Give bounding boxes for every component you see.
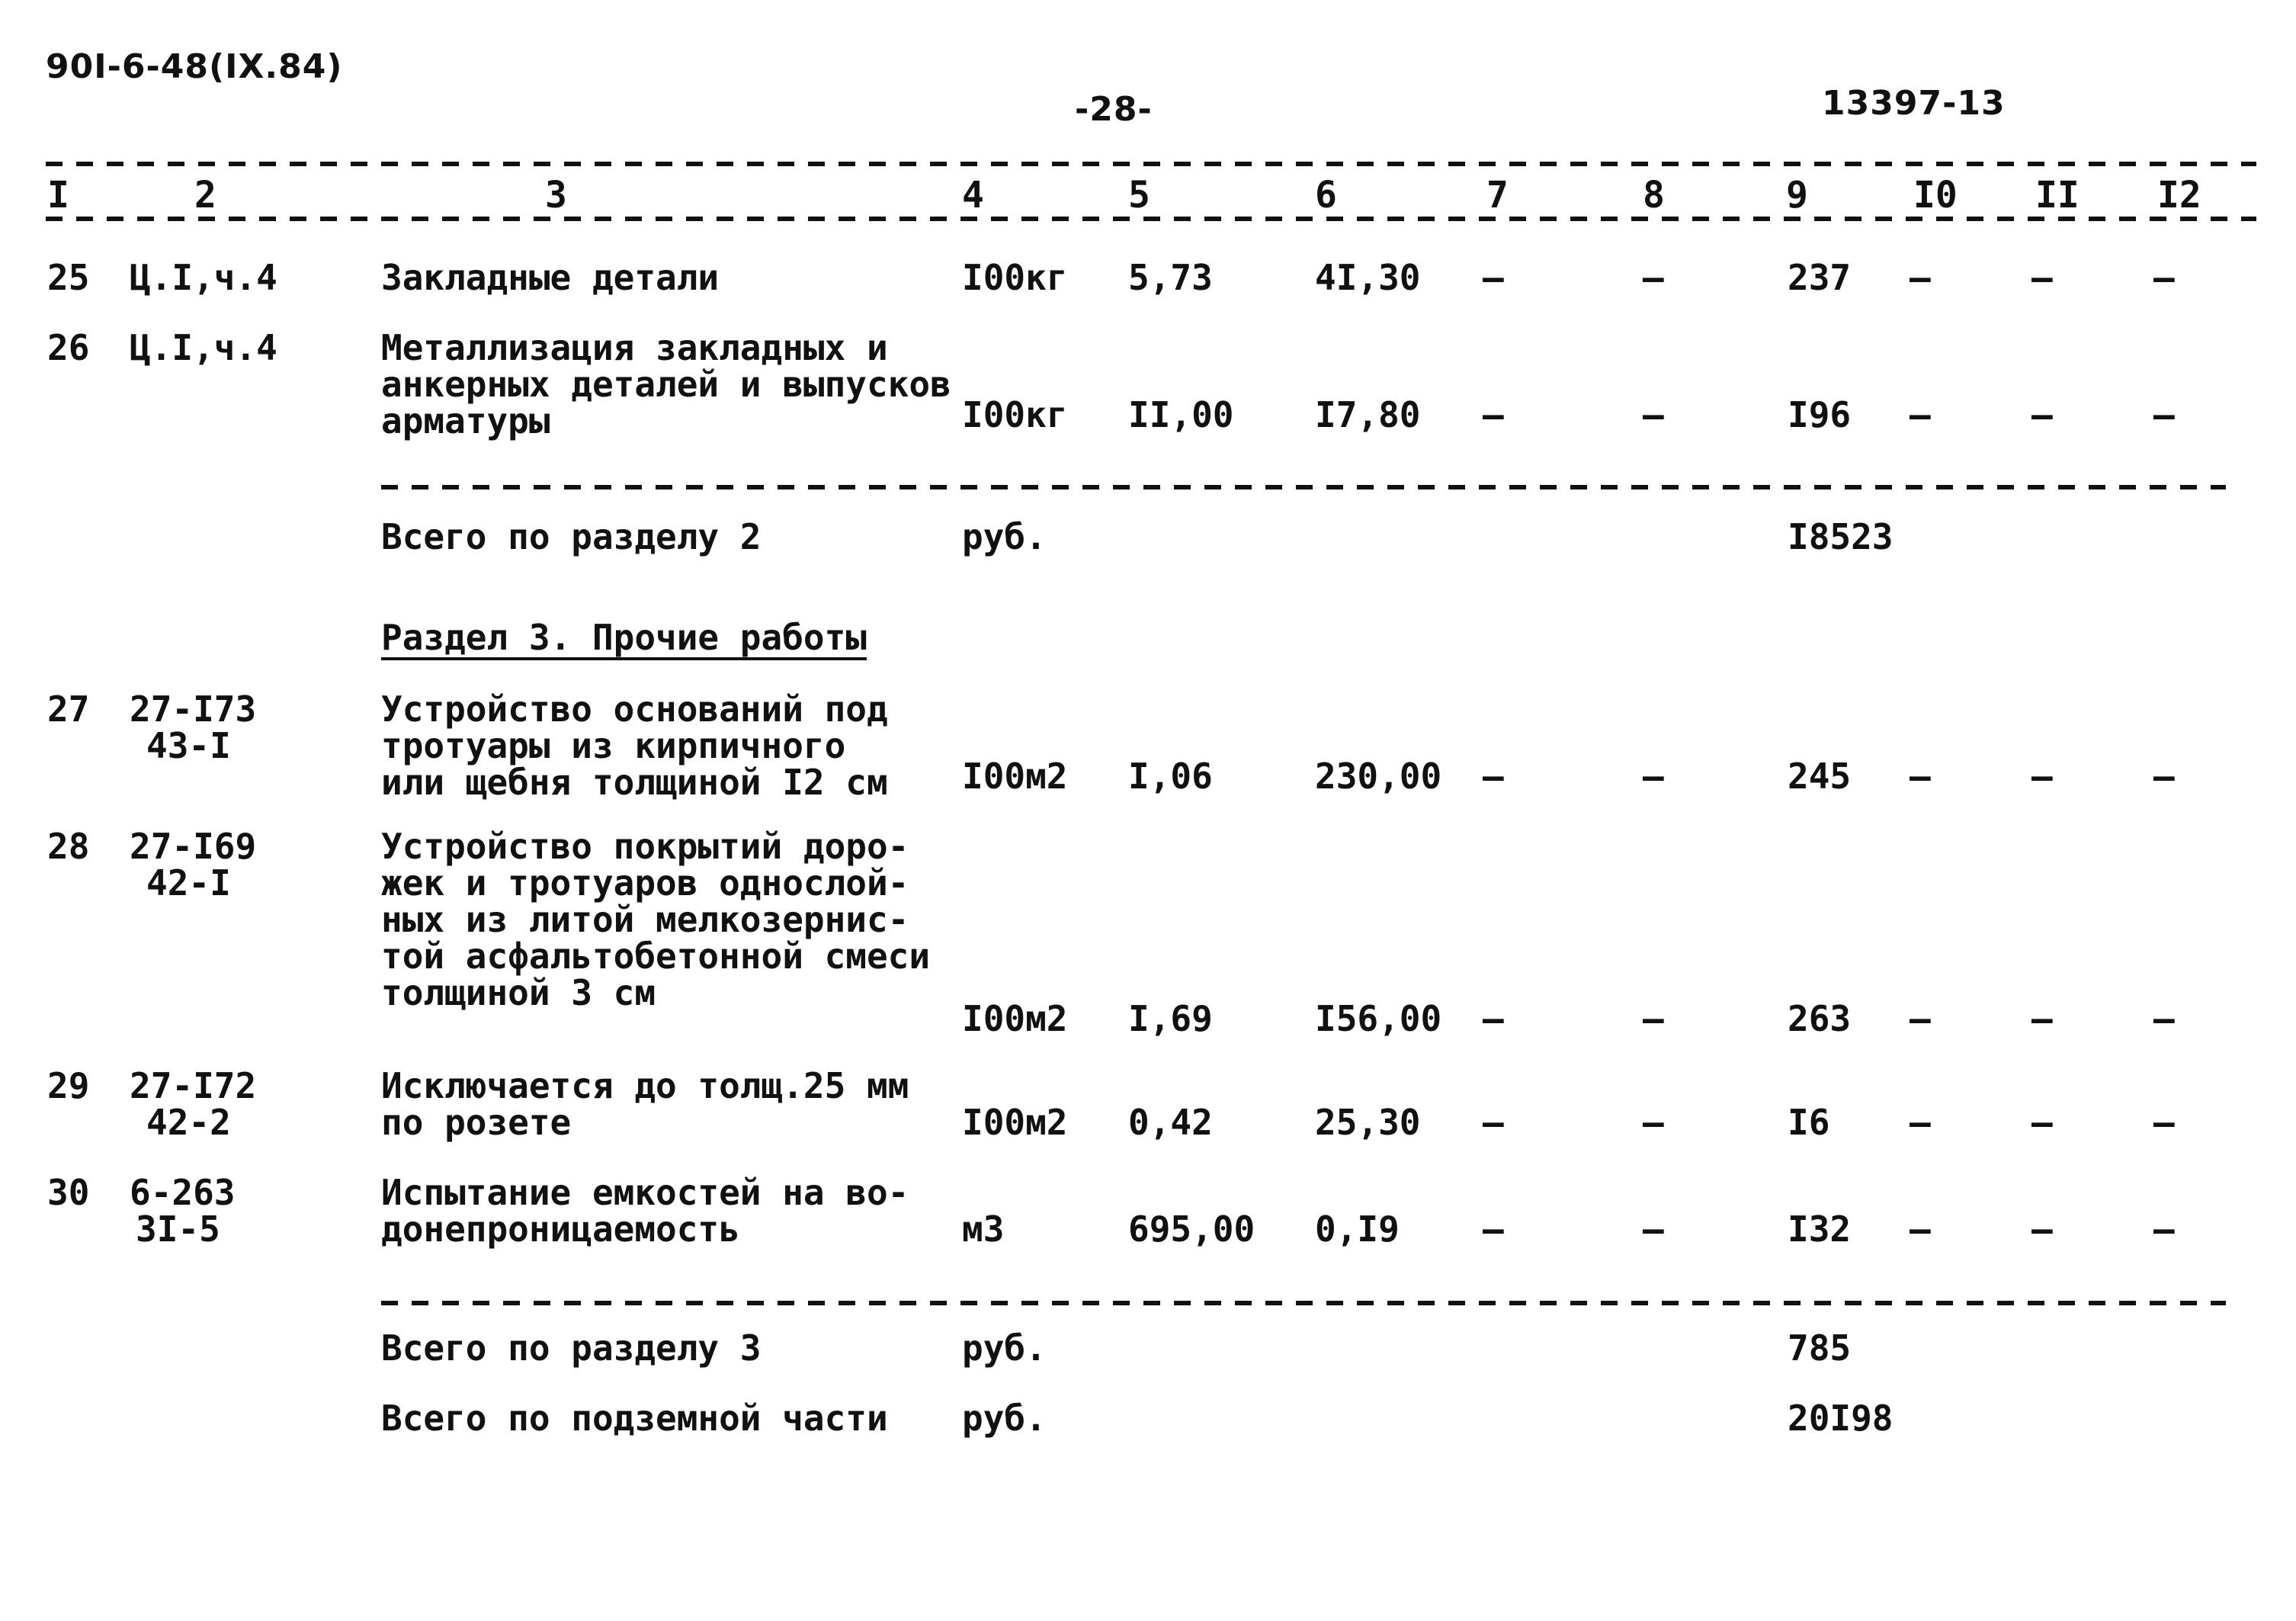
row-total: I32 bbox=[1788, 1209, 1852, 1250]
total-unit: руб. bbox=[962, 516, 1047, 557]
row-col12: – bbox=[2153, 1102, 2175, 1143]
column-header: I0 bbox=[1913, 174, 1958, 217]
total-unit: руб. bbox=[962, 1398, 1047, 1439]
row-col8: – bbox=[1643, 1209, 1664, 1250]
row-description: Устройство покрытий доро- жек и тротуаров однослой- ных из литой мелкозернис- той асфальтобетонной смеси толщиной 3 см bbox=[381, 826, 931, 1013]
total-label: Всего по разделу 3 bbox=[381, 1327, 762, 1369]
row-col8: – bbox=[1643, 756, 1664, 797]
total-label: Всего по подземной части bbox=[381, 1398, 888, 1439]
row-unit: I00м2 bbox=[962, 756, 1068, 797]
row-col10: – bbox=[1910, 756, 1931, 797]
row-col10: – bbox=[1910, 998, 1931, 1039]
total-value: 785 bbox=[1788, 1327, 1852, 1369]
row-col7: – bbox=[1483, 1209, 1504, 1250]
row-price: 4I,30 bbox=[1315, 257, 1421, 298]
column-header: 7 bbox=[1486, 174, 1509, 217]
row-price: I7,80 bbox=[1315, 394, 1421, 435]
row-total: 245 bbox=[1788, 756, 1852, 797]
row-total: 263 bbox=[1788, 998, 1852, 1039]
column-header: II bbox=[2035, 174, 2080, 217]
row-number: 30 bbox=[47, 1172, 90, 1213]
row-unit: I00м2 bbox=[962, 998, 1068, 1039]
row-col8: – bbox=[1643, 257, 1664, 298]
row-col11: – bbox=[2031, 394, 2053, 435]
row-quantity: 5,73 bbox=[1128, 257, 1213, 298]
row-col8: – bbox=[1643, 394, 1664, 435]
row-col11: – bbox=[2031, 756, 2053, 797]
row-unit: I00м2 bbox=[962, 1102, 1068, 1143]
row-price: 0,I9 bbox=[1315, 1209, 1400, 1250]
row-col8: – bbox=[1643, 1102, 1664, 1143]
row-price: I56,00 bbox=[1315, 998, 1442, 1039]
row-description: Закладные детали bbox=[381, 257, 720, 298]
column-header: 6 bbox=[1315, 174, 1337, 217]
column-header: 9 bbox=[1786, 174, 1808, 217]
column-header: 5 bbox=[1128, 174, 1150, 217]
row-description: Исключается до толщ.25 мм по розете bbox=[381, 1065, 909, 1143]
row-code: 27-I69 42-I bbox=[130, 826, 257, 904]
row-price: 25,30 bbox=[1315, 1102, 1421, 1143]
document-code: 90I-6-48(IX.84) bbox=[46, 47, 343, 86]
row-code: 6-263 3I-5 bbox=[130, 1172, 236, 1250]
row-col12: – bbox=[2153, 257, 2175, 298]
row-col10: – bbox=[1910, 394, 1931, 435]
row-col11: – bbox=[2031, 1209, 2053, 1250]
row-col12: – bbox=[2153, 1209, 2175, 1250]
row-quantity: II,00 bbox=[1128, 394, 1234, 435]
row-col12: – bbox=[2153, 394, 2175, 435]
column-header: 3 bbox=[545, 174, 567, 217]
row-code: 27-I72 42-2 bbox=[130, 1065, 257, 1143]
row-col7: – bbox=[1483, 998, 1504, 1039]
row-total: 237 bbox=[1788, 257, 1852, 298]
row-code: Ц.I,ч.4 bbox=[130, 257, 277, 298]
row-code: 27-I73 43-I bbox=[130, 689, 257, 766]
section2-total-rule bbox=[381, 485, 2226, 490]
row-number: 29 bbox=[47, 1065, 90, 1106]
row-col10: – bbox=[1910, 1102, 1931, 1143]
row-total: I6 bbox=[1788, 1102, 1830, 1143]
row-description: Испытание емкостей на во- донепроницаемость bbox=[381, 1172, 909, 1250]
column-header: I2 bbox=[2157, 174, 2201, 217]
column-header: 8 bbox=[1643, 174, 1665, 217]
row-number: 28 bbox=[47, 826, 90, 867]
row-col11: – bbox=[2031, 257, 2053, 298]
page-number: -28- bbox=[1075, 90, 1153, 129]
row-quantity: I,69 bbox=[1128, 998, 1213, 1039]
row-unit: I00кг bbox=[962, 394, 1068, 435]
row-col10: – bbox=[1910, 257, 1931, 298]
sheet-code: 13397-13 bbox=[1822, 84, 2006, 123]
total-label: Всего по разделу 2 bbox=[381, 516, 762, 557]
total-value: 20I98 bbox=[1788, 1398, 1894, 1439]
row-col10: – bbox=[1910, 1209, 1931, 1250]
row-col11: – bbox=[2031, 1102, 2053, 1143]
section3-total-rule bbox=[381, 1301, 2226, 1305]
total-unit: руб. bbox=[962, 1327, 1047, 1369]
row-quantity: 695,00 bbox=[1128, 1209, 1255, 1250]
row-col7: – bbox=[1483, 394, 1504, 435]
row-col12: – bbox=[2153, 756, 2175, 797]
row-col12: – bbox=[2153, 998, 2175, 1039]
row-number: 27 bbox=[47, 689, 90, 730]
section3-title: Раздел 3. Прочие работы bbox=[381, 617, 867, 658]
row-description: Устройство оснований под тротуары из кирпичного или щебня толщиной I2 см bbox=[381, 689, 888, 803]
row-number: 25 bbox=[47, 257, 90, 298]
row-quantity: 0,42 bbox=[1128, 1102, 1213, 1143]
column-header: 4 bbox=[962, 174, 984, 217]
row-unit: I00кг bbox=[962, 257, 1068, 298]
row-quantity: I,06 bbox=[1128, 756, 1213, 797]
header-top-rule bbox=[46, 162, 2256, 166]
row-description: Металлизация закладных и анкерных деталей и выпусков арматуры bbox=[381, 327, 951, 441]
row-col11: – bbox=[2031, 998, 2053, 1039]
row-col7: – bbox=[1483, 756, 1504, 797]
total-value: I8523 bbox=[1788, 516, 1894, 557]
row-col8: – bbox=[1643, 998, 1664, 1039]
row-price: 230,00 bbox=[1315, 756, 1442, 797]
row-col7: – bbox=[1483, 257, 1504, 298]
header-bottom-rule bbox=[46, 217, 2256, 221]
row-code: Ц.I,ч.4 bbox=[130, 327, 277, 368]
row-col7: – bbox=[1483, 1102, 1504, 1143]
column-header: I bbox=[47, 174, 69, 217]
row-number: 26 bbox=[47, 327, 90, 368]
row-unit: м3 bbox=[962, 1209, 1005, 1250]
row-total: I96 bbox=[1788, 394, 1852, 435]
column-header: 2 bbox=[194, 174, 216, 217]
